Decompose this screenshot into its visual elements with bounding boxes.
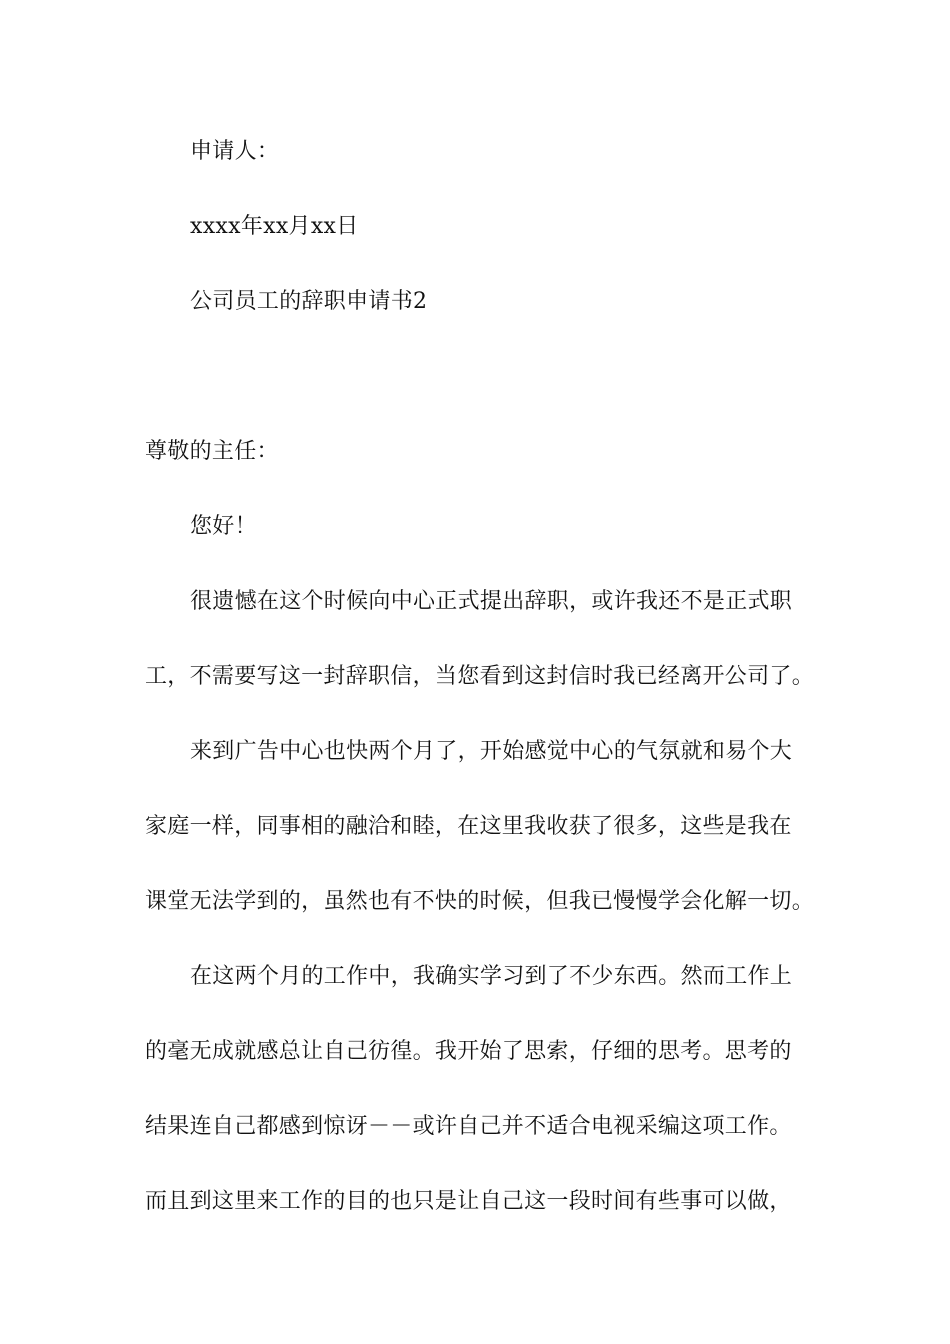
body-line: 工，不需要写这一封辞职信，当您看到这封信时我已经离开公司了。 xyxy=(145,664,815,689)
signature-date: xxxx年xx月xx日 xyxy=(190,214,359,239)
document-heading: 公司员工的辞职申请书2 xyxy=(190,289,428,314)
body-line: 家庭一样，同事相的融洽和睦，在这里我收获了很多，这些是我在 xyxy=(145,814,792,839)
salutation: 尊敬的主任： xyxy=(145,439,279,464)
body-line: 在这两个月的工作中，我确实学习到了不少东西。然而工作上 xyxy=(190,964,793,989)
applicant-label: 申请人： xyxy=(190,139,280,164)
body-line: 课堂无法学到的，虽然也有不快的时候，但我已慢慢学会化解一切。 xyxy=(145,889,815,914)
body-line: 而且到这里来工作的目的也只是让自己这一段时间有些事可以做， xyxy=(145,1189,792,1214)
body-line: 结果连自己都感到惊讶－－或许自己并不适合电视采编这项工作。 xyxy=(145,1114,792,1139)
body-line: 来到广告中心也快两个月了，开始感觉中心的气氛就和易个大 xyxy=(190,739,793,764)
greeting: 您好！ xyxy=(190,514,257,539)
body-line: 很遗憾在这个时候向中心正式提出辞职，或许我还不是正式职 xyxy=(190,589,793,614)
body-line: 的毫无成就感总让自己彷徨。我开始了思索，仔细的思考。思考的 xyxy=(145,1039,792,1064)
